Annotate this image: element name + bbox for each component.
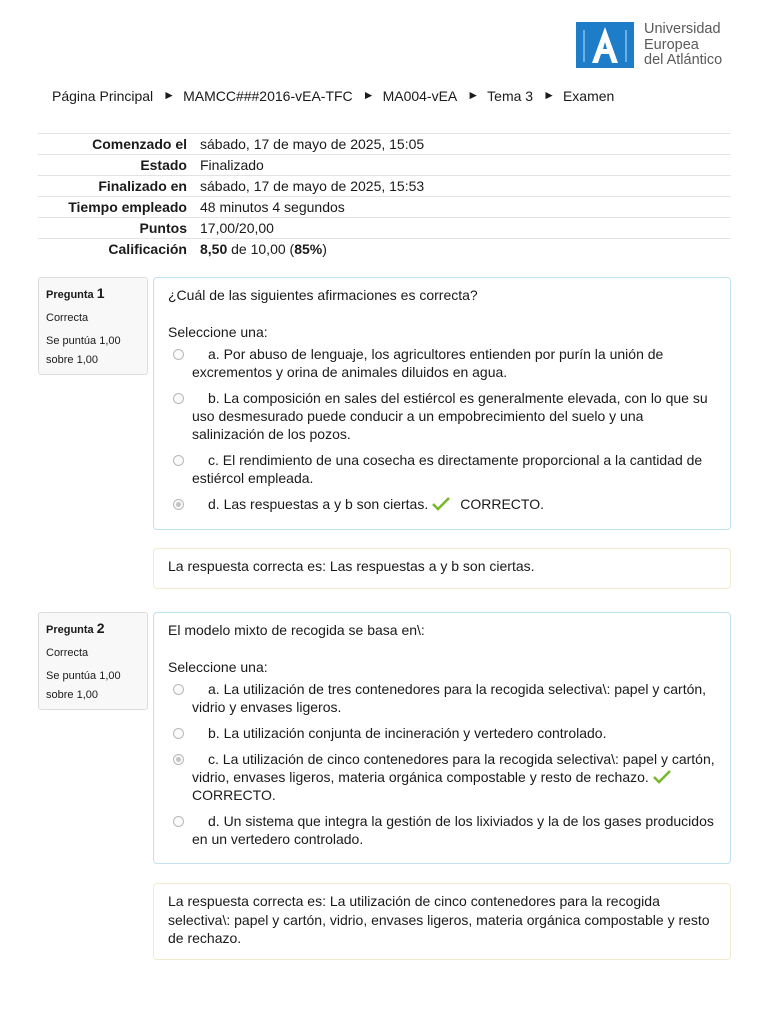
- breadcrumb-separator-icon: ►: [163, 88, 176, 102]
- summary-value: sábado, 17 de mayo de 2025, 15:53: [200, 176, 731, 197]
- radio-button[interactable]: [173, 455, 184, 466]
- summary-row: [38, 197, 731, 218]
- option-text-rest: uso desmesurado puede conducir a un empobrecimiento del suelo y una salinización de los pozos.: [192, 408, 644, 442]
- option-text-rest: estiércol empleada.: [192, 470, 314, 486]
- summary-label: Puntos: [38, 218, 200, 239]
- answer-option[interactable]: [168, 680, 716, 716]
- option-text-rest: excrementos y orina de animales diluidos en agua.: [192, 364, 508, 380]
- correct-answer-text: La respuesta correcta es: La utilización de cinco contenedores para la recogida selectiva\: papel y cartón, vidrio, envases ligeros, materia orgánica compostable y resto de rechazo.: [168, 893, 710, 946]
- summary-label: Finalizado en: [38, 176, 200, 197]
- option-text: c. La utilización de cinco contenedores para la recogida selectiva\: papel y: [208, 751, 668, 767]
- answer-option-selected[interactable]: [168, 495, 716, 513]
- correct-label: CORRECTO.: [192, 787, 276, 803]
- summary-label: Comenzado el: [38, 134, 200, 155]
- breadcrumb-separator-icon: ►: [543, 88, 555, 102]
- answer-option-selected[interactable]: [168, 750, 716, 804]
- correct-label: CORRECTO.: [460, 496, 544, 512]
- option-text: d. Un sistema que integra la gestión de los lixiviados y la de los gases: [208, 813, 642, 829]
- summary-row: [38, 239, 731, 260]
- summary-value: Finalizado: [200, 155, 731, 176]
- summary-row: [38, 134, 731, 155]
- logo-line: del Atlántico: [644, 52, 723, 68]
- summary-row: [38, 155, 731, 176]
- breadcrumb-separator-icon: ►: [467, 88, 480, 102]
- question-text: El modelo mixto de recogida se basa en\:: [168, 622, 425, 638]
- breadcrumb: [52, 88, 614, 104]
- question-label: Pregunta: [46, 624, 94, 636]
- radio-button[interactable]: [173, 349, 184, 360]
- answer-option[interactable]: [168, 345, 716, 381]
- breadcrumb-item-course[interactable]: MAMCC###2016-vEA-TFC: [183, 88, 353, 104]
- summary-value: 48 minutos 4 segundos: [200, 197, 731, 218]
- radio-button[interactable]: [173, 728, 184, 739]
- question-info-2: [38, 612, 148, 710]
- question-mark: Se puntúa 1,00 sobre 1,00: [46, 670, 121, 701]
- summary-label: Calificación: [38, 239, 200, 260]
- feedback-box-1: [153, 548, 731, 589]
- radio-button[interactable]: [173, 684, 184, 695]
- attempt-summary-table: [38, 133, 731, 259]
- option-text-rest: producidos en un vertedero controlado.: [192, 813, 714, 847]
- summary-value: sábado, 17 de mayo de 2025, 15:05: [200, 134, 731, 155]
- option-text-rest: cartón, vidrio, envases ligeros, materia orgánica compostable y resto de rechazo.: [192, 751, 715, 785]
- answer-option[interactable]: [168, 451, 716, 487]
- summary-row: [38, 218, 731, 239]
- option-text: b. La composición en sales del estiércol es generalmente elevada, con lo que su: [208, 390, 708, 406]
- correct-answer-text: La respuesta correcta es: Las respuestas a y b son ciertas.: [168, 558, 535, 574]
- question-content-2: [153, 612, 731, 864]
- question-mark: Se puntúa 1,00 sobre 1,00: [46, 335, 121, 366]
- summary-label: Estado: [38, 155, 200, 176]
- question-text: ¿Cuál de las siguientes afirmaciones es correcta?: [168, 287, 478, 303]
- logo-text: [644, 22, 722, 69]
- grade-end: ): [322, 241, 327, 257]
- uneatlantico-logo-icon: [576, 22, 634, 68]
- answer-option[interactable]: [168, 812, 716, 848]
- question-content-1: [153, 277, 731, 530]
- summary-row: [38, 176, 731, 197]
- breadcrumb-separator-icon: ►: [362, 88, 375, 102]
- grade-percent: 85%: [294, 241, 323, 257]
- option-text: a. La utilización de tres contenedores para la recogida selectiva\: papel y cartón,: [208, 681, 707, 697]
- logo-line: Universidad: [644, 21, 721, 37]
- logo-line: Europea: [644, 36, 699, 53]
- radio-button-selected[interactable]: [173, 499, 184, 510]
- radio-button[interactable]: [173, 816, 184, 827]
- option-text-rest: vidrio y envases ligeros.: [192, 699, 342, 715]
- question-state: Correcta: [46, 647, 89, 659]
- radio-button-selected[interactable]: [173, 754, 184, 765]
- breadcrumb-item-module[interactable]: MA004-vEA: [382, 88, 458, 104]
- question-number: 2: [96, 620, 105, 636]
- question-number: 1: [96, 285, 105, 301]
- summary-label: Tiempo empleado: [38, 197, 200, 218]
- breadcrumb-item-home[interactable]: Página Principal: [52, 88, 154, 104]
- radio-button[interactable]: [173, 393, 184, 404]
- grade-value: [200, 239, 731, 260]
- check-icon: [653, 770, 671, 784]
- option-text: b. La utilización conjunta de incineración y vertedero controlado.: [208, 725, 607, 741]
- answer-prompt: Seleccione una:: [168, 324, 268, 340]
- answer-option[interactable]: [168, 724, 716, 742]
- answer-prompt: Seleccione una:: [168, 659, 268, 675]
- breadcrumb-item-topic[interactable]: Tema 3: [487, 88, 534, 104]
- check-icon: [432, 497, 450, 511]
- summary-value: 17,00/20,00: [200, 218, 731, 239]
- answer-option[interactable]: [168, 389, 716, 443]
- feedback-box-2: [153, 883, 731, 960]
- option-text: a. Por abuso de lenguaje, los agricultores entienden por purín la unión de: [208, 346, 664, 362]
- question-info-1: [38, 277, 148, 375]
- grade-mid: de 10,00 (: [227, 241, 295, 257]
- option-text: c. El rendimiento de una cosecha es directamente proporcional a la cantidad de: [208, 452, 703, 468]
- grade: 8,50: [200, 241, 228, 257]
- question-label: Pregunta: [46, 289, 94, 301]
- option-text: d. Las respuestas a y b son ciertas.: [208, 496, 429, 512]
- question-state: Correcta: [46, 312, 89, 324]
- breadcrumb-item-exam[interactable]: Examen: [562, 88, 615, 104]
- university-logo[interactable]: [576, 22, 722, 69]
